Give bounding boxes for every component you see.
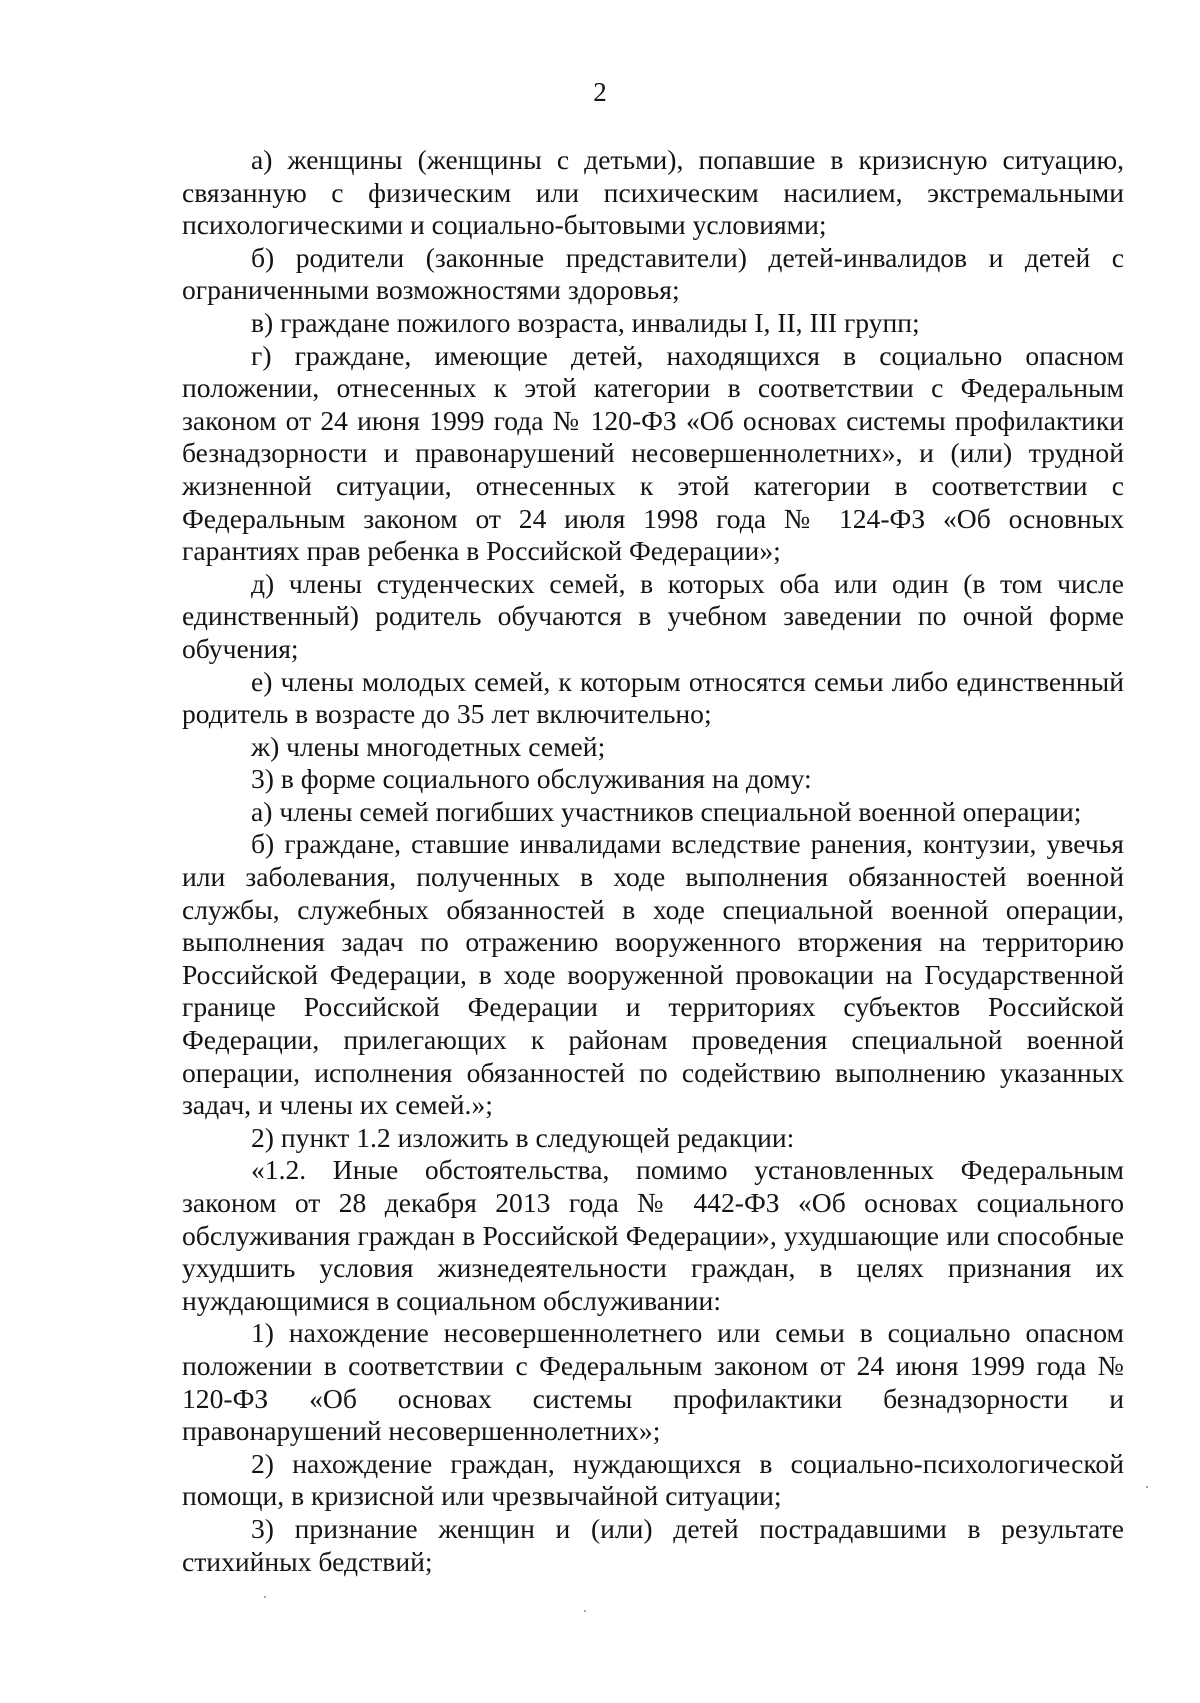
paragraph-2-clause-1-2: 2) пункт 1.2 изложить в следующей редакции: xyxy=(251,1121,795,1153)
paragraph-b-parents-disabled-children: б) родители (законные представители) детей-инвалидов и детей с ограниченными возможностями здоровья; xyxy=(182,241,1124,306)
scan-speck xyxy=(1146,1486,1148,1488)
paragraph-a-families-of-fallen: а) члены семей погибших участников специальной военной операции; xyxy=(251,795,1082,827)
paragraph-a-women-crisis: а) женщины (женщины с детьми), попавшие в кризисную ситуацию, связанную с физическим или психическим насилием, экстремальными психологическими и социально-бытовыми условиями; xyxy=(182,144,1124,241)
scan-speck xyxy=(264,1596,266,1598)
paragraph-b-disabled-servicemen: б) граждане, ставшие инвалидами вследствие ранения, контузии, увечья или заболевания, полученных в ходе выполнения обязанностей военной службы, служебных обязанностей в ходе специальной военной операции, выполнения задач по отражению вооруженного вторжения на территорию Российской Федерации, в ходе вооруженной провокации на Государственной границе Российской Федерации и территориях субъектов Российской Федерации, прилегающих к районам проведения специальной военной операции, исполнения обязанностей по содействию выполнению указанных задач, и члены их семей.»; xyxy=(182,828,1124,1121)
paragraph-3-natural-disasters: 3) признание женщин и (или) детей пострадавшими в результате стихийных бедствий; xyxy=(182,1512,1124,1577)
paragraph-1-minor-danger: 1) нахождение несовершеннолетнего или семьи в социально опасном положении в соответствии с Федеральным законом от 24 июня 1999 года № 120-ФЗ «Об основах системы профилактики безнадзорности и правонарушений несовершеннолетних»; xyxy=(182,1317,1124,1447)
paragraph-v-elderly-disabled: в) граждане пожилого возраста, инвалиды I, II, III групп; xyxy=(251,306,920,338)
paragraph-3-home-service: 3) в форме социального обслуживания на дому: xyxy=(251,763,812,795)
paragraph-d-student-families: д) члены студенческих семей, в которых оба или один (в том числе единственный) родитель обучаются в учебном заведении по очной форме обучения; xyxy=(182,567,1124,664)
document-body xyxy=(182,144,1124,1578)
paragraph-e-young-families: е) члены молодых семей, к которым относятся семьи либо единственный родитель в возрасте до 35 лет включительно; xyxy=(182,665,1124,730)
paragraph-zh-large-families: ж) члены многодетных семей; xyxy=(251,730,606,762)
page-number: 2 xyxy=(593,77,607,107)
paragraph-2-psychological-help: 2) нахождение граждан, нуждающихся в социально-психологической помощи, в кризисной или чрезвычайной ситуации; xyxy=(182,1447,1124,1512)
paragraph-g-citizens-children-danger: г) граждане, имеющие детей, находящихся в социально опасном положении, отнесенных к этой категории в соответствии с Федеральным законом от 24 июня 1999 года № 120-ФЗ «Об основах системы профилактики безнадзорности и правонарушений несовершеннолетних», и (или) трудной жизненной ситуации, отнесенных к этой категории в соответствии с Федеральным законом от 24 июля 1998 года № 124-ФЗ «Об основных гарантиях прав ребенка в Российской Федерации»; xyxy=(182,339,1124,567)
scan-speck xyxy=(584,1610,586,1612)
paragraph-clause-1-2-text: «1.2. Иные обстоятельства, помимо установленных Федеральным законом от 28 декабря 2013 года № 442-ФЗ «Об основах социального обслуживания граждан в Российской Федерации», ухудшающие или способные ухудшить условия жизнедеятельности граждан, в целях признания их нуждающимися в социальном обслуживании: xyxy=(182,1154,1124,1316)
